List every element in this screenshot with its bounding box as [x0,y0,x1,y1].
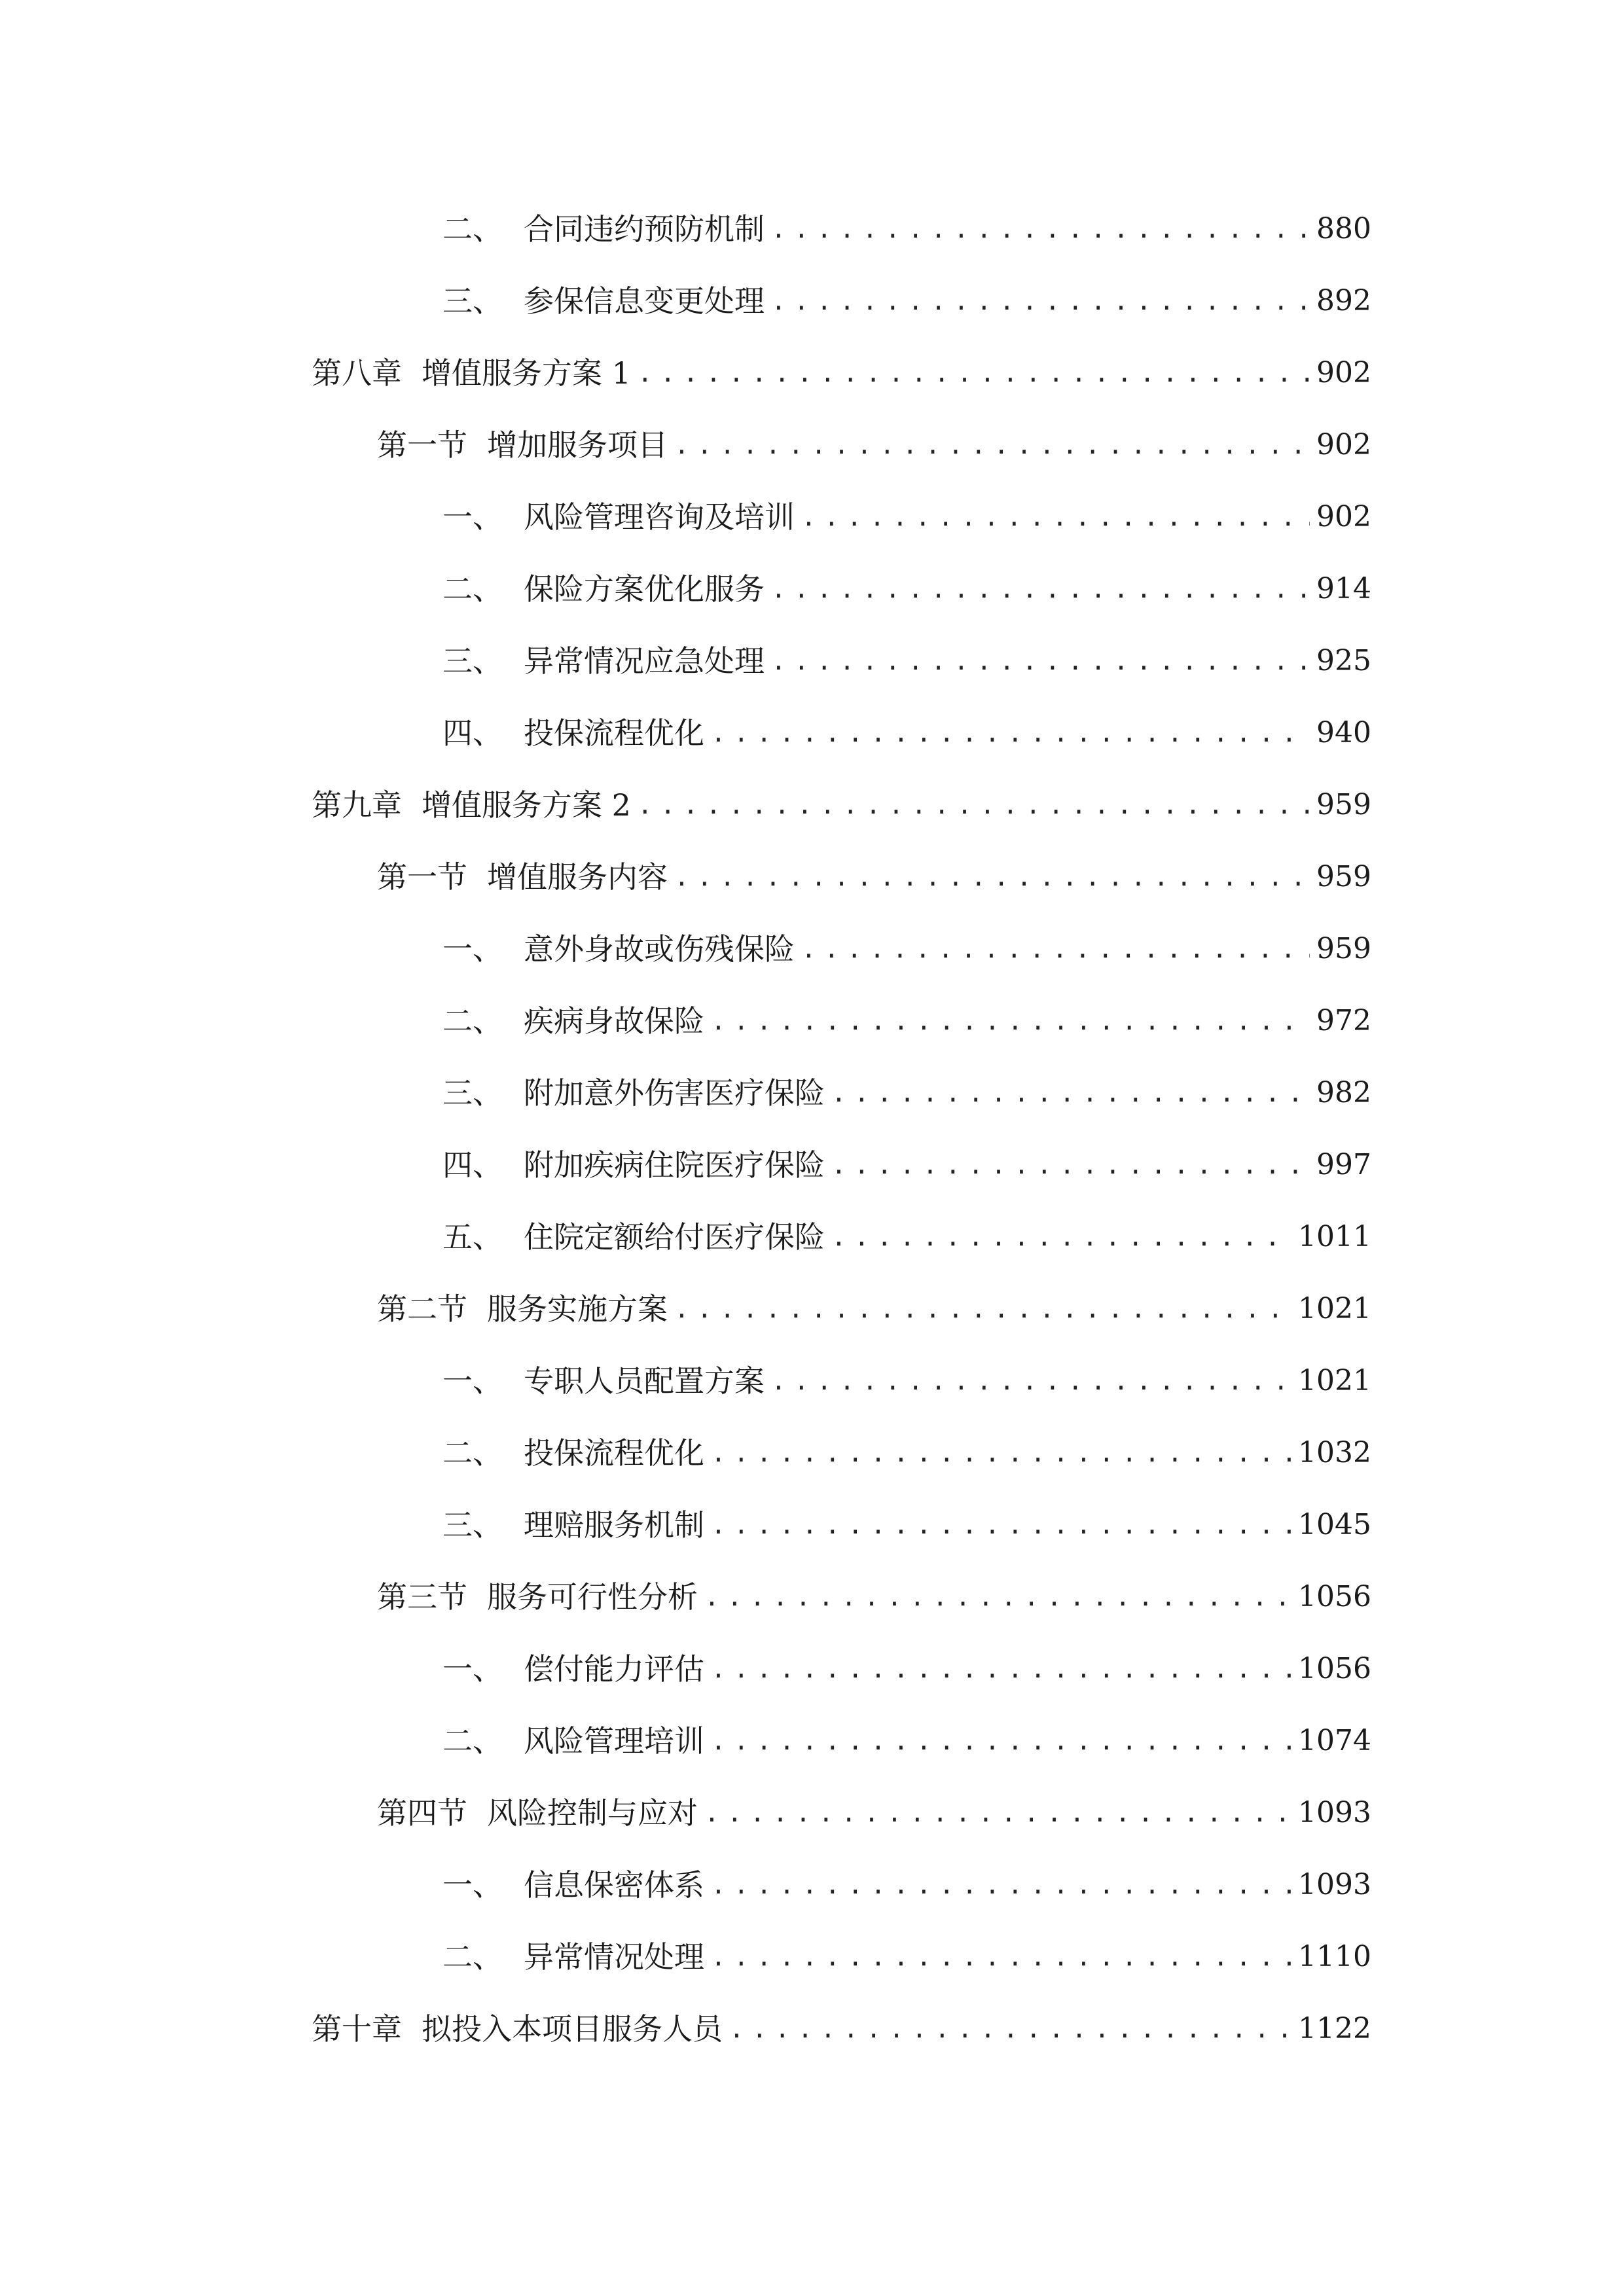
dot-leader [771,203,1310,255]
toc-entry-page: 972 [1316,1004,1371,1037]
dot-leader [711,1499,1291,1551]
toc-entry[interactable] [377,1283,1371,1335]
toc-entry-title: 增值服务方案 2 [422,787,631,823]
toc-entry[interactable] [442,1139,1371,1191]
toc-entry[interactable] [312,2003,1371,2055]
toc-entry-title: 风险控制与应对 [487,1795,698,1831]
toc-entry-title: 异常情况应急处理 [524,643,765,679]
toc-entry-number: 二、 [442,211,503,247]
dot-leader [801,491,1310,543]
toc-entry-page: 1110 [1298,1940,1371,1973]
toc-entry-number: 第九章 [312,787,402,823]
dot-leader [674,851,1310,903]
toc-entry[interactable] [442,1859,1371,1911]
toc-entry-number: 第三节 [377,1579,467,1615]
toc-entry-number: 一、 [442,931,503,967]
toc-entry-number: 五、 [442,1219,503,1255]
dot-leader [704,1571,1291,1623]
toc-entry-page: 1056 [1298,1652,1371,1685]
toc-entry[interactable] [377,419,1371,471]
dot-leader [638,347,1310,399]
dot-leader [771,1355,1291,1407]
toc-entry-number: 二、 [442,1939,503,1975]
toc-entry-page: 1074 [1298,1724,1371,1757]
toc-entry-title: 风险管理咨询及培训 [524,499,795,535]
dot-leader [638,779,1310,831]
toc-entry-title: 附加意外伤害医疗保险 [524,1075,825,1111]
toc-entry[interactable] [442,1427,1371,1479]
toc-entry-title: 意外身故或伤残保险 [524,931,795,967]
dot-leader [711,995,1310,1047]
toc-entry-title: 偿付能力评估 [524,1651,704,1687]
toc-entry-page: 880 [1316,212,1371,245]
toc-entry-number: 第十章 [312,2011,402,2047]
dot-leader [801,923,1310,975]
toc-entry-page: 1122 [1298,2012,1371,2045]
dot-leader [711,1643,1291,1695]
toc-entry-number: 二、 [442,1723,503,1759]
dot-leader [729,2003,1291,2055]
toc-entry[interactable] [312,347,1371,399]
toc-entry-title: 拟投入本项目服务人员 [422,2011,723,2047]
toc-entry-title: 参保信息变更处理 [524,283,765,319]
toc-entry-title: 增加服务项目 [487,427,668,463]
toc-entry[interactable] [442,923,1371,975]
toc-entry-page: 959 [1316,932,1371,965]
toc-entry[interactable] [442,1715,1371,1767]
toc-entry-page: 1093 [1298,1868,1371,1901]
toc-entry-number: 第八章 [312,355,402,391]
toc-entry[interactable] [377,1787,1371,1839]
dot-leader [771,635,1310,687]
toc-entry-page: 1011 [1298,1220,1371,1253]
dot-leader [711,1427,1291,1479]
toc-entry-page: 982 [1316,1076,1371,1109]
toc-entry-page: 1021 [1298,1292,1371,1325]
toc-entry-title: 住院定额给付医疗保险 [524,1219,825,1255]
toc-entry[interactable] [442,1931,1371,1983]
dot-leader [674,1283,1291,1335]
toc-entry-title: 保险方案优化服务 [524,571,765,607]
toc-entry-number: 一、 [442,1363,503,1399]
toc-entry[interactable] [377,851,1371,903]
dot-leader [771,275,1310,327]
toc-entry-page: 959 [1316,860,1371,893]
toc-entry-page: 1032 [1298,1436,1371,1469]
toc-entry-page: 1056 [1298,1580,1371,1613]
toc-entry-page: 940 [1316,716,1371,749]
toc-entry[interactable] [442,1067,1371,1119]
toc-entry[interactable] [442,1499,1371,1551]
dot-leader [704,1787,1291,1839]
toc-entry-title: 专职人员配置方案 [524,1363,765,1399]
toc-entry-page: 902 [1316,500,1371,533]
toc-entry[interactable] [442,1211,1371,1263]
toc-entry-page: 925 [1316,644,1371,677]
toc-entry-title: 服务实施方案 [487,1291,668,1327]
toc-entry-title: 风险管理培训 [524,1723,704,1759]
toc-entry-number: 第四节 [377,1795,467,1831]
dot-leader [711,1859,1291,1911]
toc-entry-number: 二、 [442,1003,503,1039]
toc-entry-number: 四、 [442,1147,503,1183]
toc-entry-page: 1093 [1298,1796,1371,1829]
dot-leader [711,1715,1291,1767]
toc-entry[interactable] [377,1571,1371,1623]
toc-entry-title: 异常情况处理 [524,1939,704,1975]
dot-leader [831,1067,1310,1119]
toc-entry-page: 914 [1316,572,1371,605]
toc-entry-title: 附加疾病住院医疗保险 [524,1147,825,1183]
toc-entry[interactable] [442,635,1371,687]
toc-entry-page: 997 [1316,1148,1371,1181]
toc-entry-number: 二、 [442,1435,503,1471]
toc-entry[interactable] [442,1355,1371,1407]
toc-entry-number: 一、 [442,1867,503,1903]
toc-entry-page: 1045 [1298,1508,1371,1541]
toc-entry-number: 二、 [442,571,503,607]
toc-entry-number: 一、 [442,1651,503,1687]
toc-entry-page: 959 [1316,788,1371,821]
toc-entry[interactable] [442,1643,1371,1695]
toc-entry-title: 信息保密体系 [524,1867,704,1903]
toc-entry-number: 四、 [442,715,503,751]
toc-entry-title: 投保流程优化 [524,715,704,751]
toc-entry[interactable] [312,779,1371,831]
toc-entry-page: 902 [1316,356,1371,389]
dot-leader [771,563,1310,615]
toc-entry-title: 疾病身故保险 [524,1003,704,1039]
toc-entry-number: 一、 [442,499,503,535]
toc-entry-number: 三、 [442,643,503,679]
toc-entry-title: 增值服务方案 1 [422,355,631,391]
toc-entry-title: 合同违约预防机制 [524,211,765,247]
dot-leader [674,419,1310,471]
toc-entry-number: 三、 [442,1075,503,1111]
toc-entry-number: 第一节 [377,427,467,463]
toc-entry[interactable] [442,995,1371,1047]
dot-leader [831,1211,1291,1263]
toc-entry[interactable] [442,707,1371,759]
toc-entry-number: 第二节 [377,1291,467,1327]
toc-entry-number: 第一节 [377,859,467,895]
toc-entry[interactable] [442,563,1371,615]
toc-entry[interactable] [442,275,1371,327]
toc-entry-number: 三、 [442,1507,503,1543]
toc-entry-page: 902 [1316,428,1371,461]
toc-entry[interactable] [442,491,1371,543]
dot-leader [711,707,1310,759]
toc-entry-title: 服务可行性分析 [487,1579,698,1615]
toc-entry-title: 理赔服务机制 [524,1507,704,1543]
toc-entry-page: 892 [1316,284,1371,317]
toc-entry-title: 增值服务内容 [487,859,668,895]
toc-entry-number: 三、 [442,283,503,319]
dot-leader [831,1139,1310,1191]
toc-entry-title: 投保流程优化 [524,1435,704,1471]
toc-entry[interactable] [442,203,1371,255]
dot-leader [711,1931,1291,1983]
toc-entry-page: 1021 [1298,1364,1371,1397]
